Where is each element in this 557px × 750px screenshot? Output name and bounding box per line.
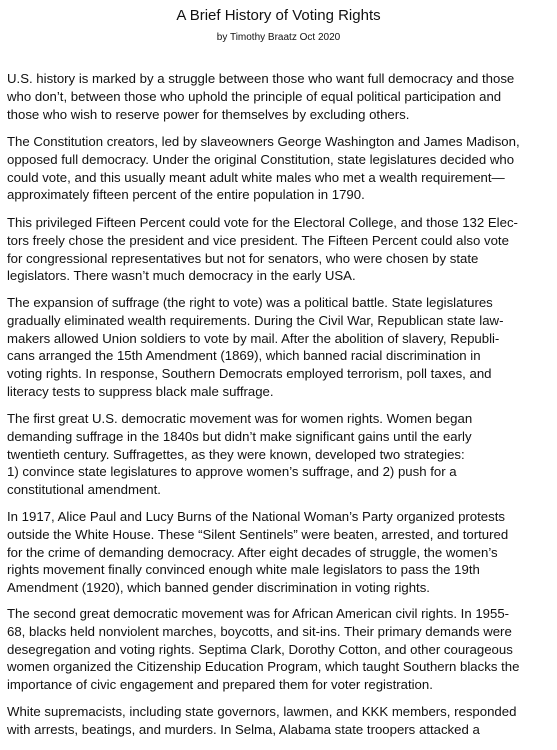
paragraph-intro — [7, 70, 552, 123]
paragraph-line: makers allowed Union soldiers to vote by mail. After the abolition of slavery, Republi- — [7, 330, 500, 346]
paragraph-line: twentieth century. Suffragettes, as they were known, developed two strategies: — [7, 446, 465, 462]
paragraph-line: 68, blacks held nonviolent marches, boycotts, and sit-ins. Their primary demands were — [7, 623, 512, 639]
paragraph-line: This privileged Fifteen Percent could vote for the Electoral College, and those 132 Elec- — [7, 215, 518, 230]
paragraph-line: The expansion of suffrage (the right to vote) was a political battle. State legislatures — [7, 295, 493, 310]
paragraph-silent-sentinels — [7, 508, 552, 597]
paragraph-line: voting rights. In response, Southern Democrats employed terrorism, poll taxes, and — [7, 366, 492, 382]
paragraph-line: tors freely chose the president and vice president. The Fifteen Percent could also vote — [7, 232, 509, 248]
paragraph-line: rights movement finally convinced enough white male legislators to pass the 19th — [7, 562, 480, 578]
paragraph-line: constitutional amendment. — [7, 482, 161, 498]
document-byline: by Timothy Braatz Oct 2020 — [216, 32, 341, 43]
paragraph-line: women organized the Citizenship Education Program, which taught Southern blacks the — [7, 659, 520, 675]
paragraph-line: The second great democratic movement was for African American civil rights. In 1955- — [7, 606, 510, 621]
paragraph-women-rights — [7, 410, 552, 499]
paragraph-line: Amendment (1920), which banned gender discrimination in voting rights. — [7, 580, 430, 596]
paragraph-constitution — [7, 133, 552, 204]
paragraph-fifteen-percent — [7, 214, 552, 285]
paragraph-line: for congressional representatives but not for senators, who were chosen by state — [7, 250, 479, 266]
paragraph-line: outside the White House. These “Silent Sentinels” were beaten, arrested, and tortured — [7, 526, 509, 542]
paragraph-line: importance of civic engagement and prepared them for voter registration. — [7, 677, 433, 693]
paragraph-line: The first great U.S. democratic movement was for women rights. Women began — [7, 411, 473, 426]
paragraph-line: opposed full democracy. Under the original Constitution, state legislatures decided who — [7, 151, 515, 167]
paragraph-line: demanding suffrage in the 1840s but didn’t make significant gains until the early — [7, 428, 472, 444]
paragraph-civil-rights — [7, 605, 552, 694]
paragraph-line: gradually eliminated wealth requirements. During the Civil War, Republican state law- — [7, 312, 504, 328]
paragraph-line: White supremacists, including state governors, lawmen, and KKK members, responded — [7, 704, 517, 719]
paragraph-line: who don’t, between those who uphold the principle of equal political participation and — [7, 88, 502, 104]
paragraph-line: those who wish to reserve power for themselves by excluding others. — [7, 106, 410, 122]
paragraph-line: The Constitution creators, led by slaveowners George Washington and James Madison, — [7, 134, 520, 149]
paragraph-white-supremacists — [7, 703, 552, 739]
paragraph-line: could vote, and this usually meant adult white males who met a wealth requirement— — [7, 169, 505, 185]
paragraph-line: approximately fifteen percent of the entire population in 1790. — [7, 187, 365, 203]
paragraph-suffrage-expansion — [7, 294, 552, 401]
paragraph-line: In 1917, Alice Paul and Lucy Burns of the National Woman’s Party organized protests — [7, 509, 505, 524]
paragraph-line: cans arranged the 15th Amendment (1869), which banned racial discrimination in — [7, 348, 481, 364]
paragraph-line: 1) convince state legislatures to approve women’s suffrage, and 2) push for a — [7, 464, 457, 480]
paragraph-line: U.S. history is marked by a struggle between those who want full democracy and those — [7, 71, 515, 86]
paragraph-line: literacy tests to suppress black male suffrage. — [7, 383, 274, 399]
paragraph-line: for the crime of demanding democracy. After eight decades of struggle, the women’s — [7, 544, 498, 560]
paragraph-line: legislators. There wasn’t much democracy in the early USA. — [7, 268, 356, 284]
paragraph-line: with arrests, beatings, and murders. In Selma, Alabama state troopers attacked a — [7, 721, 480, 737]
paragraph-line: desegregation and voting rights. Septima Clark, Dorothy Cotton, and other courageous — [7, 641, 513, 657]
document-title: A Brief History of Voting Rights — [176, 7, 381, 24]
